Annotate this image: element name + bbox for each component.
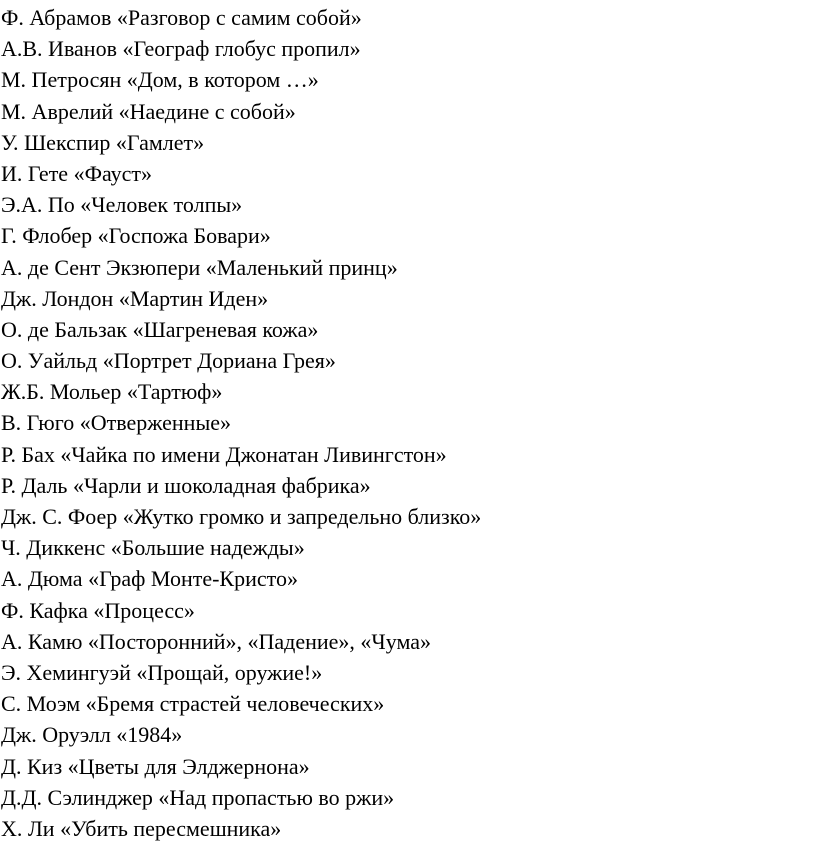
list-item: Дж. Лондон «Мартин Иден» <box>1 285 269 311</box>
list-item: С. Моэм «Бремя страстей человеческих» <box>1 691 385 717</box>
list-item: Д. Киз «Цветы для Элджернона» <box>1 753 310 779</box>
list-item: Р. Бах «Чайка по имени Джонатан Ливингстон» <box>1 441 447 467</box>
list-item: Ф. Абрамов «Разговор с самим собой» <box>1 5 362 30</box>
list-item: Э. Хемингуэй «Прощай, оружие!» <box>1 659 323 685</box>
list-item: Ч. Диккенс «Большие надежды» <box>1 535 305 561</box>
list-item: А. Дюма «Граф Монте-Кристо» <box>1 566 298 592</box>
list-item: О. Уайльд «Портрет Дориана Грея» <box>1 348 336 374</box>
list-item: Ж.Б. Мольер «Тартюф» <box>1 379 223 405</box>
list-item: Ф. Кафка «Процесс» <box>1 597 195 623</box>
list-item: М. Петросян «Дом, в котором …» <box>1 67 319 93</box>
list-item: Р. Даль «Чарли и шоколадная фабрика» <box>1 472 371 498</box>
list-item: В. Гюго «Отверженные» <box>1 410 232 436</box>
list-item: Э.А. По «Человек толпы» <box>1 192 243 218</box>
book-list <box>0 2 810 844</box>
list-item: Дж. Оруэлл «1984» <box>1 722 183 748</box>
list-item: У. Шекспир «Гамлет» <box>1 129 205 155</box>
list-item: А. Камю «Посторонний», «Падение», «Чума» <box>1 628 431 654</box>
list-item: О. де Бальзак «Шагреневая кожа» <box>1 316 319 342</box>
list-item: Д.Д. Сэлинджер «Над пропастью во ржи» <box>1 784 395 810</box>
list-item: М. Аврелий «Наедине с собой» <box>1 98 296 124</box>
list-item: И. Гете «Фауст» <box>1 160 152 186</box>
list-item: Г. Флобер «Госпожа Бовари» <box>1 223 271 249</box>
list-item: Дж. С. Фоер «Жутко громко и запредельно близко» <box>1 504 482 529</box>
list-item: А.В. Иванов «Географ глобус пропил» <box>1 36 361 62</box>
list-item: Х. Ли «Убить пересмешника» <box>1 815 282 841</box>
list-item: А. де Сент Экзюпери «Маленький принц» <box>1 254 398 280</box>
